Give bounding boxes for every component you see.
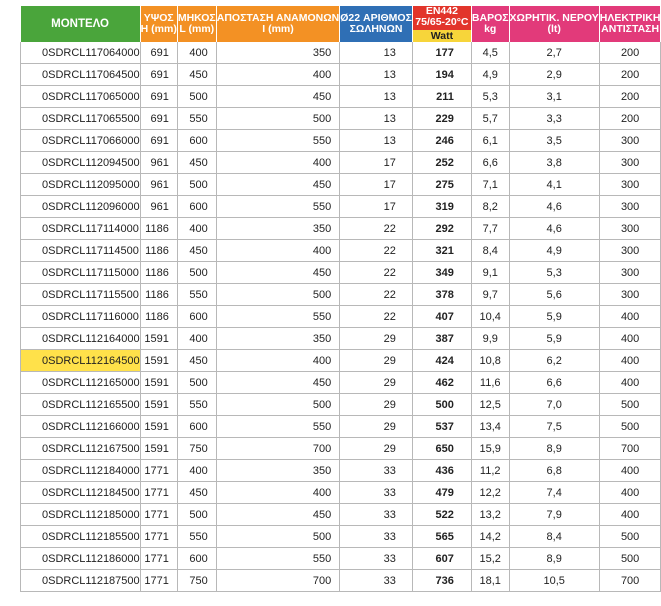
cell-length: 400	[177, 328, 216, 350]
cell-model: 0SDRCL112186000	[21, 548, 141, 570]
header-sublabel: 75/65-20°C	[415, 16, 469, 28]
cell-weight: 5,7	[471, 108, 509, 130]
cell-water-capacity: 3,3	[509, 108, 599, 130]
cell-connection-distance: 450	[216, 262, 340, 284]
cell-pipe-count: 33	[340, 460, 413, 482]
cell-model: 0SDRCL112184000	[21, 460, 141, 482]
header-pipe-count	[340, 6, 413, 42]
cell-connection-distance: 400	[216, 152, 340, 174]
cell-length: 400	[177, 218, 216, 240]
table-row	[21, 328, 661, 350]
cell-weight: 11,6	[471, 372, 509, 394]
cell-output-watt: 321	[412, 240, 471, 262]
cell-output-watt: 462	[412, 372, 471, 394]
cell-water-capacity: 7,4	[509, 482, 599, 504]
cell-length: 450	[177, 350, 216, 372]
cell-water-capacity: 5,6	[509, 284, 599, 306]
cell-pipe-count: 29	[340, 438, 413, 460]
table-row	[21, 174, 661, 196]
cell-electric-heater: 400	[599, 328, 661, 350]
cell-length: 500	[177, 86, 216, 108]
cell-weight: 15,2	[471, 548, 509, 570]
table-row	[21, 196, 661, 218]
cell-connection-distance: 400	[216, 240, 340, 262]
cell-height: 1771	[140, 482, 177, 504]
cell-electric-heater: 300	[599, 196, 661, 218]
cell-pipe-count: 33	[340, 570, 413, 592]
cell-electric-heater: 400	[599, 460, 661, 482]
cell-electric-heater: 500	[599, 526, 661, 548]
cell-water-capacity: 4,6	[509, 196, 599, 218]
cell-pipe-count: 33	[340, 482, 413, 504]
header-label: ΗΛΕΚΤΡΙΚΗ	[599, 12, 661, 24]
table-row	[21, 284, 661, 306]
cell-electric-heater: 500	[599, 394, 661, 416]
cell-water-capacity: 4,1	[509, 174, 599, 196]
cell-length: 500	[177, 174, 216, 196]
cell-connection-distance: 700	[216, 570, 340, 592]
table-row	[21, 570, 661, 592]
header-water-capacity	[509, 6, 599, 42]
cell-connection-distance: 400	[216, 64, 340, 86]
cell-pipe-count: 13	[340, 130, 413, 152]
cell-model: 0SDRCL117066000	[21, 130, 141, 152]
cell-pipe-count: 13	[340, 64, 413, 86]
cell-length: 750	[177, 570, 216, 592]
cell-length: 400	[177, 460, 216, 482]
cell-electric-heater: 300	[599, 152, 661, 174]
header-connection-distance	[216, 6, 340, 42]
cell-connection-distance: 400	[216, 350, 340, 372]
cell-electric-heater: 700	[599, 438, 661, 460]
cell-weight: 18,1	[471, 570, 509, 592]
header-label: ΒΑΡΟΣ	[471, 12, 509, 24]
cell-electric-heater: 300	[599, 130, 661, 152]
cell-pipe-count: 33	[340, 526, 413, 548]
table-row	[21, 240, 661, 262]
header-sublabel: (lt)	[547, 23, 561, 35]
cell-water-capacity: 3,8	[509, 152, 599, 174]
cell-weight: 11,2	[471, 460, 509, 482]
table-row	[21, 460, 661, 482]
cell-output-watt: 246	[412, 130, 471, 152]
cell-pipe-count: 33	[340, 548, 413, 570]
header-label: ΧΩΡΗΤΙΚ. ΝΕΡΟΥ	[509, 12, 599, 24]
header-sublabel: I (mm)	[262, 23, 294, 35]
cell-connection-distance: 550	[216, 130, 340, 152]
cell-weight: 9,7	[471, 284, 509, 306]
cell-electric-heater: 500	[599, 416, 661, 438]
cell-connection-distance: 500	[216, 108, 340, 130]
cell-model: 0SDRCL117115500	[21, 284, 141, 306]
cell-water-capacity: 7,5	[509, 416, 599, 438]
cell-height: 1771	[140, 460, 177, 482]
cell-pipe-count: 22	[340, 284, 413, 306]
cell-weight: 15,9	[471, 438, 509, 460]
table-row	[21, 372, 661, 394]
cell-weight: 14,2	[471, 526, 509, 548]
cell-electric-heater: 200	[599, 42, 661, 64]
cell-model: 0SDRCL112094500	[21, 152, 141, 174]
cell-electric-heater: 200	[599, 108, 661, 130]
cell-water-capacity: 8,4	[509, 526, 599, 548]
cell-length: 400	[177, 42, 216, 64]
cell-electric-heater: 300	[599, 284, 661, 306]
cell-model: 0SDRCL117064500	[21, 64, 141, 86]
header-sublabel: H (mm)	[140, 23, 177, 35]
cell-model: 0SDRCL112185500	[21, 526, 141, 548]
header-output-watt	[412, 6, 471, 42]
table-header-row	[21, 6, 661, 42]
header-electric-heater	[599, 6, 661, 42]
cell-connection-distance: 550	[216, 548, 340, 570]
table-row	[21, 548, 661, 570]
cell-model: 0SDRCL112165000	[21, 372, 141, 394]
cell-water-capacity: 3,1	[509, 86, 599, 108]
cell-length: 550	[177, 284, 216, 306]
table-row	[21, 416, 661, 438]
table-row	[21, 482, 661, 504]
cell-weight: 10,4	[471, 306, 509, 328]
cell-pipe-count: 22	[340, 240, 413, 262]
cell-weight: 5,3	[471, 86, 509, 108]
cell-connection-distance: 550	[216, 306, 340, 328]
cell-weight: 13,4	[471, 416, 509, 438]
cell-output-watt: 500	[412, 394, 471, 416]
cell-electric-heater: 700	[599, 570, 661, 592]
cell-model: 0SDRCL112164500	[21, 350, 141, 372]
cell-height: 1591	[140, 416, 177, 438]
cell-water-capacity: 7,9	[509, 504, 599, 526]
cell-length: 450	[177, 482, 216, 504]
cell-model: 0SDRCL112185000	[21, 504, 141, 526]
table-row	[21, 306, 661, 328]
table-row	[21, 350, 661, 372]
cell-electric-heater: 300	[599, 218, 661, 240]
cell-connection-distance: 500	[216, 394, 340, 416]
cell-pipe-count: 22	[340, 218, 413, 240]
cell-height: 1771	[140, 526, 177, 548]
cell-weight: 8,4	[471, 240, 509, 262]
cell-weight: 9,1	[471, 262, 509, 284]
cell-output-watt: 378	[412, 284, 471, 306]
cell-model: 0SDRCL112096000	[21, 196, 141, 218]
cell-height: 1591	[140, 350, 177, 372]
cell-length: 550	[177, 526, 216, 548]
cell-water-capacity: 8,9	[509, 438, 599, 460]
cell-water-capacity: 4,6	[509, 218, 599, 240]
cell-model: 0SDRCL112165500	[21, 394, 141, 416]
table-row	[21, 86, 661, 108]
cell-weight: 7,7	[471, 218, 509, 240]
cell-connection-distance: 350	[216, 460, 340, 482]
cell-pipe-count: 17	[340, 196, 413, 218]
cell-electric-heater: 200	[599, 86, 661, 108]
cell-output-watt: 229	[412, 108, 471, 130]
cell-height: 691	[140, 42, 177, 64]
cell-connection-distance: 700	[216, 438, 340, 460]
cell-output-watt: 736	[412, 570, 471, 592]
cell-connection-distance: 550	[216, 196, 340, 218]
table-row	[21, 438, 661, 460]
cell-weight: 13,2	[471, 504, 509, 526]
cell-electric-heater: 400	[599, 482, 661, 504]
cell-output-watt: 349	[412, 262, 471, 284]
cell-pipe-count: 29	[340, 328, 413, 350]
cell-height: 1186	[140, 284, 177, 306]
cell-connection-distance: 450	[216, 372, 340, 394]
cell-connection-distance: 350	[216, 328, 340, 350]
cell-electric-heater: 500	[599, 548, 661, 570]
header-sublabel: L (mm)	[179, 23, 215, 35]
cell-output-watt: 211	[412, 86, 471, 108]
cell-electric-heater: 300	[599, 174, 661, 196]
table-row	[21, 526, 661, 548]
cell-length: 500	[177, 262, 216, 284]
cell-output-watt: 177	[412, 42, 471, 64]
cell-model: 0SDRCL112166000	[21, 416, 141, 438]
cell-water-capacity: 5,3	[509, 262, 599, 284]
cell-connection-distance: 450	[216, 174, 340, 196]
cell-length: 600	[177, 548, 216, 570]
cell-connection-distance: 350	[216, 42, 340, 64]
cell-pipe-count: 29	[340, 394, 413, 416]
cell-pipe-count: 33	[340, 504, 413, 526]
cell-weight: 8,2	[471, 196, 509, 218]
cell-model: 0SDRCL117065500	[21, 108, 141, 130]
cell-pipe-count: 22	[340, 306, 413, 328]
cell-output-watt: 537	[412, 416, 471, 438]
cell-output-watt: 407	[412, 306, 471, 328]
cell-height: 961	[140, 196, 177, 218]
cell-length: 750	[177, 438, 216, 460]
cell-pipe-count: 13	[340, 108, 413, 130]
cell-pipe-count: 13	[340, 42, 413, 64]
cell-weight: 10,8	[471, 350, 509, 372]
cell-pipe-count: 17	[340, 152, 413, 174]
cell-water-capacity: 6,6	[509, 372, 599, 394]
cell-water-capacity: 6,8	[509, 460, 599, 482]
cell-water-capacity: 5,9	[509, 306, 599, 328]
cell-output-watt: 275	[412, 174, 471, 196]
header-label: ΥΨΟΣ	[143, 12, 174, 24]
table-row	[21, 218, 661, 240]
cell-weight: 12,5	[471, 394, 509, 416]
cell-water-capacity: 7,0	[509, 394, 599, 416]
cell-water-capacity: 5,9	[509, 328, 599, 350]
cell-output-watt: 607	[412, 548, 471, 570]
cell-model: 0SDRCL112187500	[21, 570, 141, 592]
cell-output-watt: 292	[412, 218, 471, 240]
cell-weight: 7,1	[471, 174, 509, 196]
cell-height: 1591	[140, 438, 177, 460]
cell-length: 550	[177, 108, 216, 130]
cell-connection-distance: 450	[216, 86, 340, 108]
header-height	[140, 6, 177, 42]
radiator-spec-table	[20, 6, 661, 592]
cell-length: 500	[177, 504, 216, 526]
cell-height: 1591	[140, 394, 177, 416]
header-label: Ø22 ΑΡΙΘΜΟΣ	[340, 12, 412, 24]
cell-output-watt: 387	[412, 328, 471, 350]
cell-pipe-count: 22	[340, 262, 413, 284]
cell-model: 0SDRCL117114500	[21, 240, 141, 262]
cell-output-watt: 650	[412, 438, 471, 460]
table-row	[21, 64, 661, 86]
cell-output-watt: 194	[412, 64, 471, 86]
table-row	[21, 262, 661, 284]
cell-height: 961	[140, 152, 177, 174]
cell-height: 961	[140, 174, 177, 196]
table-row	[21, 108, 661, 130]
cell-electric-heater: 400	[599, 350, 661, 372]
cell-water-capacity: 4,9	[509, 240, 599, 262]
cell-output-watt: 436	[412, 460, 471, 482]
cell-pipe-count: 29	[340, 416, 413, 438]
cell-model: 0SDRCL112167500	[21, 438, 141, 460]
cell-height: 1771	[140, 570, 177, 592]
cell-height: 691	[140, 64, 177, 86]
cell-connection-distance: 500	[216, 284, 340, 306]
cell-weight: 12,2	[471, 482, 509, 504]
table-row	[21, 130, 661, 152]
cell-height: 691	[140, 130, 177, 152]
cell-model: 0SDRCL117064000	[21, 42, 141, 64]
cell-water-capacity: 10,5	[509, 570, 599, 592]
table-row	[21, 42, 661, 64]
cell-water-capacity: 6,2	[509, 350, 599, 372]
header-length	[177, 6, 216, 42]
cell-pipe-count: 29	[340, 350, 413, 372]
cell-height: 1186	[140, 306, 177, 328]
cell-pipe-count: 13	[340, 86, 413, 108]
cell-model: 0SDRCL117065000	[21, 86, 141, 108]
cell-length: 550	[177, 394, 216, 416]
cell-length: 600	[177, 306, 216, 328]
cell-length: 600	[177, 130, 216, 152]
cell-height: 1771	[140, 504, 177, 526]
header-sublabel: kg	[484, 23, 497, 35]
cell-water-capacity: 8,9	[509, 548, 599, 570]
cell-connection-distance: 450	[216, 504, 340, 526]
cell-weight: 4,9	[471, 64, 509, 86]
cell-connection-distance: 350	[216, 218, 340, 240]
cell-connection-distance: 500	[216, 526, 340, 548]
cell-weight: 4,5	[471, 42, 509, 64]
cell-length: 600	[177, 196, 216, 218]
cell-height: 1771	[140, 548, 177, 570]
cell-height: 1591	[140, 328, 177, 350]
cell-electric-heater: 400	[599, 504, 661, 526]
cell-model: 0SDRCL112184500	[21, 482, 141, 504]
cell-height: 1591	[140, 372, 177, 394]
cell-weight: 9,9	[471, 328, 509, 350]
cell-water-capacity: 2,7	[509, 42, 599, 64]
header-sublabel: ΑΝΤΙΣΤΑΣΗ	[601, 23, 660, 35]
cell-length: 600	[177, 416, 216, 438]
table-body	[21, 42, 661, 592]
cell-height: 691	[140, 86, 177, 108]
cell-height: 1186	[140, 218, 177, 240]
cell-model: 0SDRCL117115000	[21, 262, 141, 284]
cell-weight: 6,6	[471, 152, 509, 174]
header-label: ΜΟΝΤΕΛΟ	[51, 17, 109, 30]
cell-pipe-count: 17	[340, 174, 413, 196]
cell-output-watt: 522	[412, 504, 471, 526]
cell-height: 1186	[140, 262, 177, 284]
header-watt-badge: Watt	[413, 30, 471, 42]
cell-water-capacity: 3,5	[509, 130, 599, 152]
header-label: EN442	[425, 5, 458, 17]
cell-weight: 6,1	[471, 130, 509, 152]
cell-length: 450	[177, 152, 216, 174]
cell-height: 691	[140, 108, 177, 130]
cell-model: 0SDRCL112095000	[21, 174, 141, 196]
table-row	[21, 152, 661, 174]
table-row	[21, 394, 661, 416]
cell-electric-heater: 400	[599, 306, 661, 328]
cell-height: 1186	[140, 240, 177, 262]
cell-output-watt: 252	[412, 152, 471, 174]
cell-electric-heater: 400	[599, 372, 661, 394]
cell-output-watt: 319	[412, 196, 471, 218]
cell-electric-heater: 300	[599, 240, 661, 262]
cell-electric-heater: 200	[599, 64, 661, 86]
header-model	[21, 6, 141, 42]
cell-output-watt: 565	[412, 526, 471, 548]
header-label: ΜΗΚΟΣ	[177, 12, 216, 24]
cell-model: 0SDRCL117114000	[21, 218, 141, 240]
header-sublabel: ΣΩΛΗΝΩΝ	[349, 23, 403, 35]
cell-length: 450	[177, 64, 216, 86]
cell-length: 450	[177, 240, 216, 262]
cell-water-capacity: 2,9	[509, 64, 599, 86]
cell-pipe-count: 29	[340, 372, 413, 394]
table-row	[21, 504, 661, 526]
cell-connection-distance: 400	[216, 482, 340, 504]
cell-connection-distance: 550	[216, 416, 340, 438]
cell-model: 0SDRCL112164000	[21, 328, 141, 350]
cell-output-watt: 424	[412, 350, 471, 372]
cell-output-watt: 479	[412, 482, 471, 504]
cell-length: 500	[177, 372, 216, 394]
header-label: ΑΠΟΣΤΑΣΗ ΑΝΑΜΟΝΩΝ	[216, 12, 340, 24]
header-weight	[471, 6, 509, 42]
cell-electric-heater: 300	[599, 262, 661, 284]
cell-model: 0SDRCL117116000	[21, 306, 141, 328]
